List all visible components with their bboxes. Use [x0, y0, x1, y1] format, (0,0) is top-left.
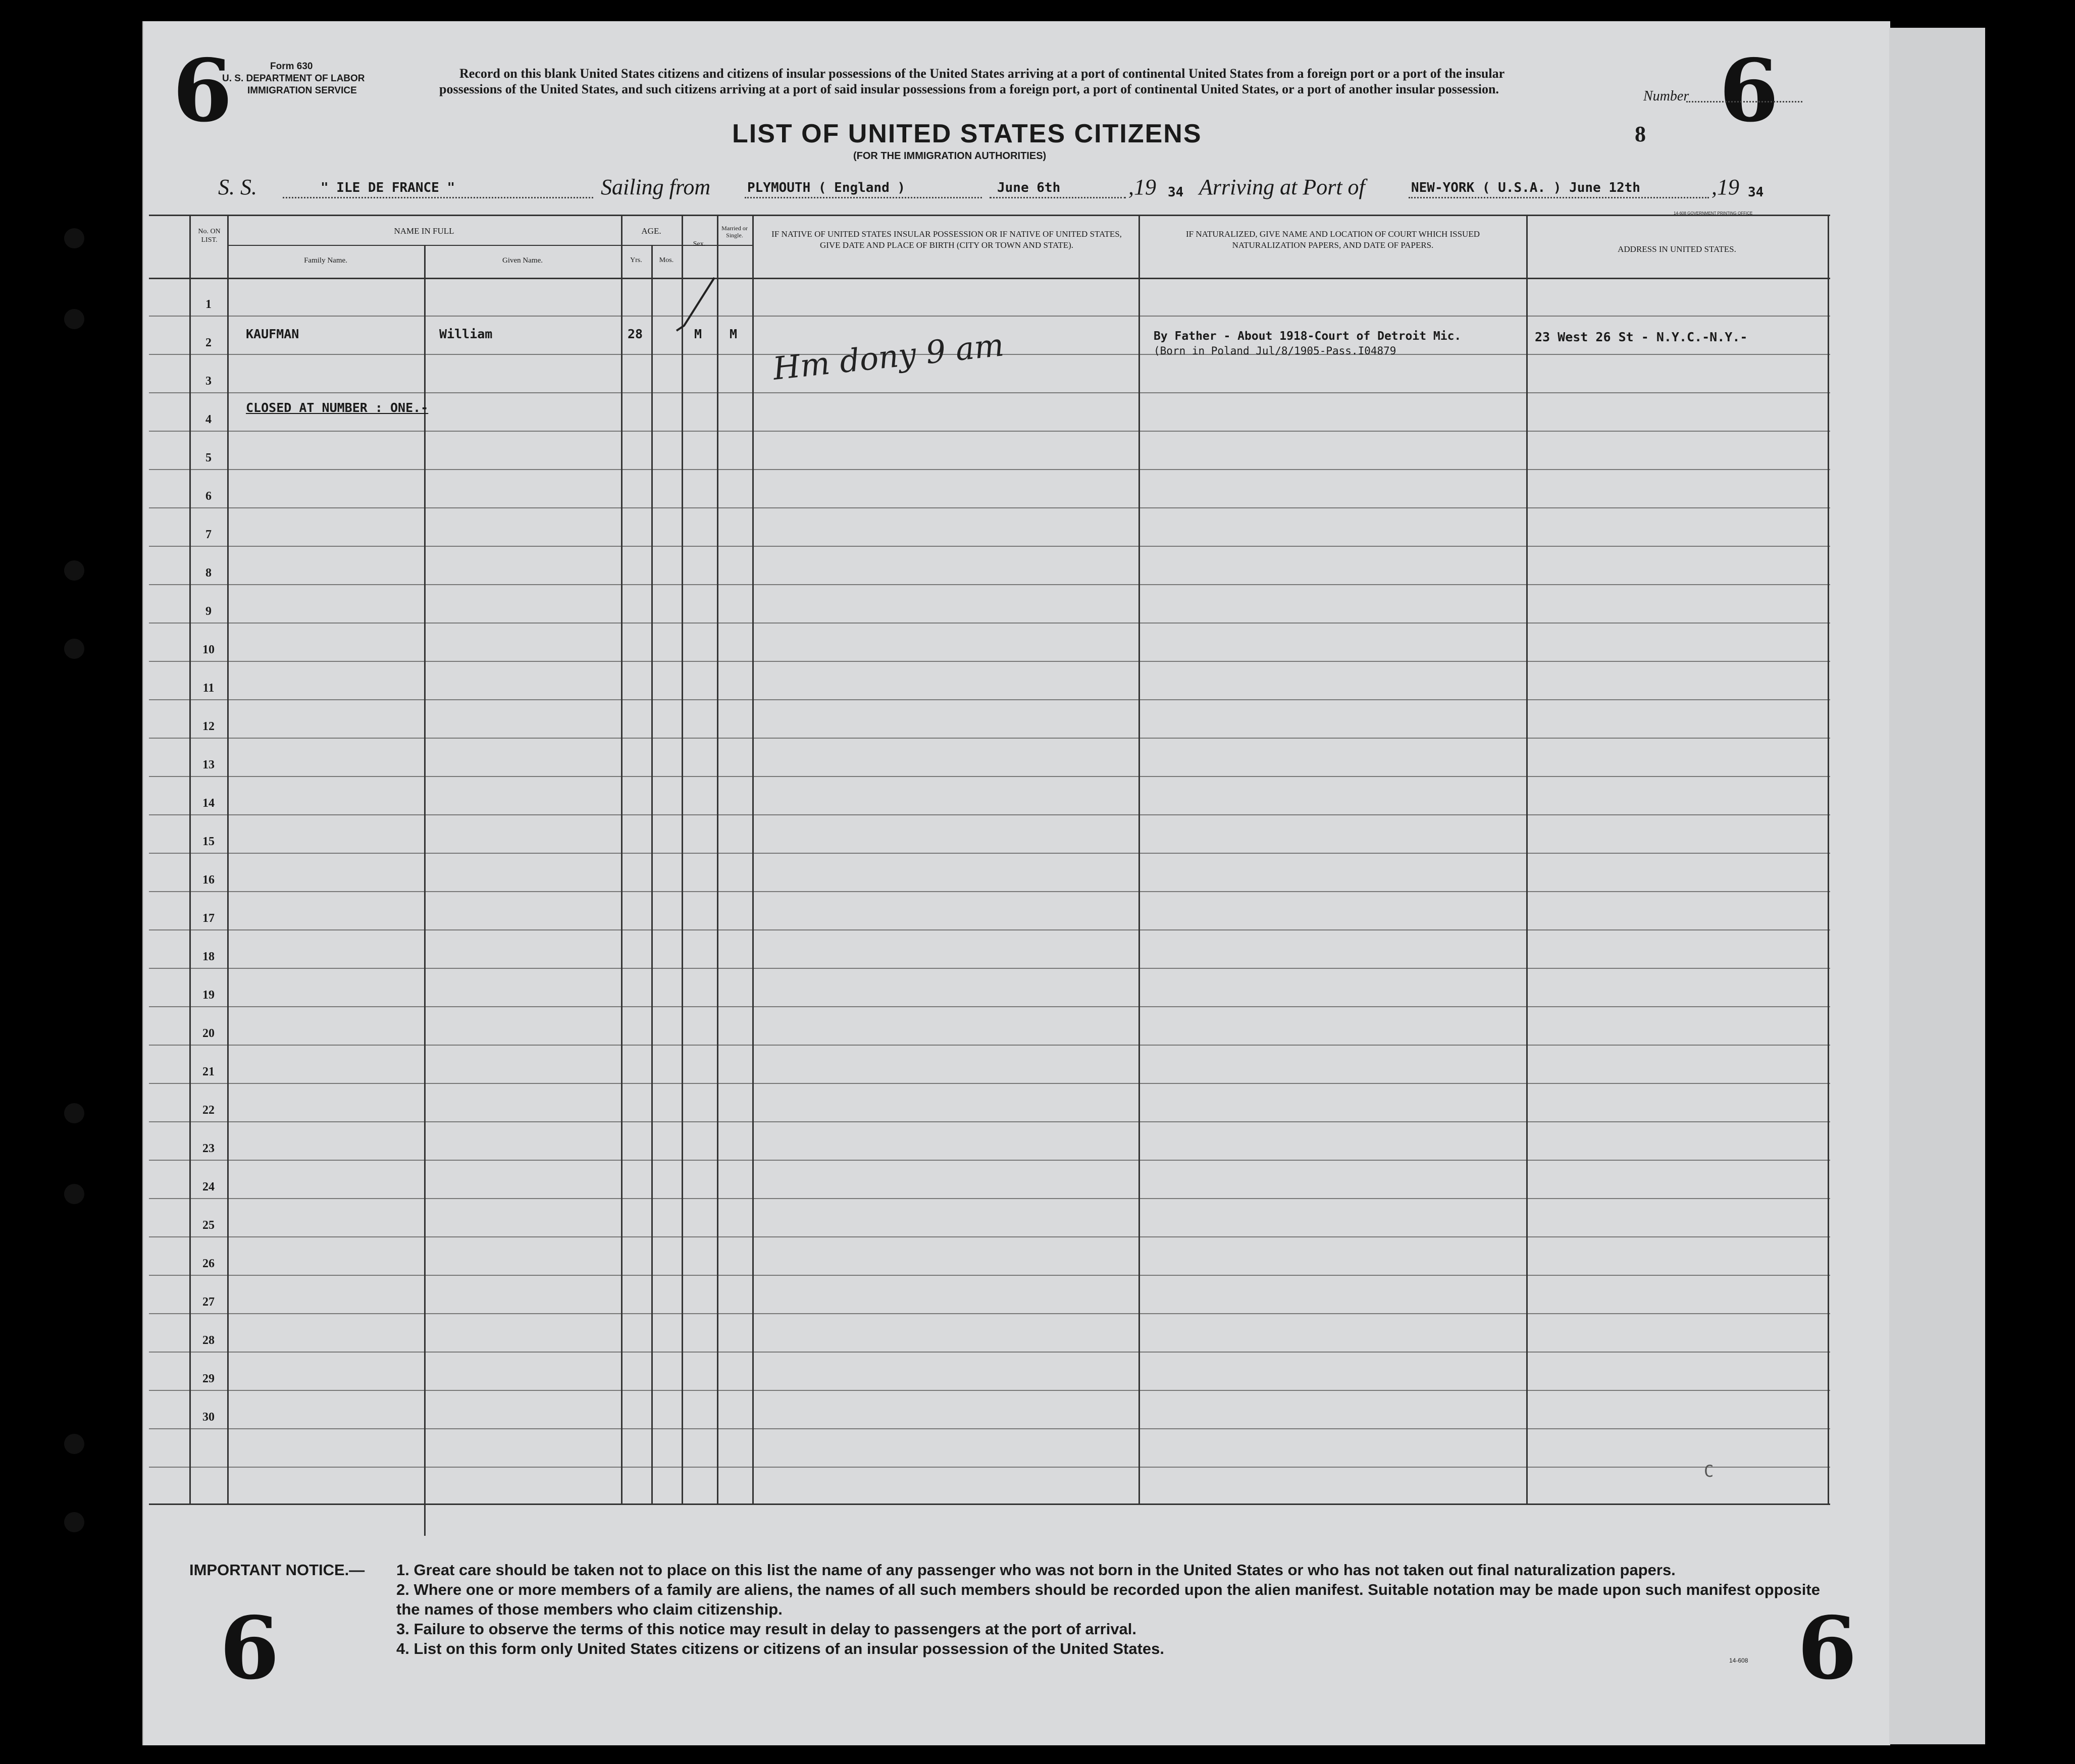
col-rule — [227, 215, 229, 1504]
row-number: 9 — [205, 605, 212, 618]
col-yrs: Yrs. — [630, 256, 642, 264]
row-number: 29 — [202, 1372, 215, 1385]
row-rule — [149, 699, 1830, 700]
row-rule — [149, 738, 1830, 739]
number-line — [1686, 101, 1802, 102]
corner-number-top-right: 6 — [1719, 40, 1779, 141]
row-number: 18 — [202, 950, 215, 963]
row-rule — [149, 1467, 1830, 1468]
col-no-on-list: No. ON LIST. — [198, 228, 221, 244]
row-rule — [149, 1006, 1830, 1007]
form-service: IMMIGRATION SERVICE — [247, 85, 357, 96]
entry-naturalized-line1: By Father - About 1918-Court of Detroit Mic. — [1154, 330, 1462, 343]
page-sequence: 8 — [1635, 122, 1646, 146]
col-name-in-full: NAME IN FULL — [394, 226, 454, 236]
row-number: 10 — [202, 643, 215, 656]
row-rule — [149, 392, 1830, 393]
ship-line — [283, 197, 593, 198]
page-title: LIST OF UNITED STATES CITIZENS — [732, 119, 1202, 148]
header-bottom-rule — [149, 278, 1830, 279]
closed-at-number: CLOSED AT NUMBER : ONE.- — [246, 400, 429, 415]
row-rule — [149, 814, 1830, 815]
arrival-year: 34 — [1748, 185, 1764, 200]
col-family-name: Family Name. — [304, 256, 347, 265]
punch-hole — [64, 309, 84, 329]
form-number: Form 630 — [270, 61, 313, 72]
col-native: IF NATIVE OF UNITED STATES INSULAR POSSESSION OR IF NATIVE OF UNITED STATES, GIVE DATE AND PLACE OF BIRTH (CITY OR TOWN AND STATE). — [771, 229, 1122, 250]
row-number: 30 — [202, 1411, 215, 1424]
corner-number-bottom-left: 6 — [220, 1598, 280, 1699]
row-number: 15 — [202, 835, 215, 848]
arriving-label: Arriving at Port of — [1199, 175, 1365, 199]
row-number: 12 — [202, 720, 215, 733]
entry-family-name: KAUFMAN — [246, 327, 299, 341]
row-number: 2 — [205, 336, 212, 349]
punch-hole — [64, 1434, 84, 1454]
row-rule — [149, 853, 1830, 854]
row-number: 6 — [205, 490, 212, 503]
notice-lead: IMPORTANT NOTICE.— — [189, 1561, 365, 1579]
entry-sex: M — [694, 327, 702, 341]
row-number: 13 — [202, 758, 215, 771]
row-rule — [149, 507, 1830, 508]
row-number: 8 — [205, 566, 212, 580]
row-number: 22 — [202, 1104, 215, 1117]
row-rule — [149, 584, 1830, 585]
col-mos: Mos. — [659, 256, 674, 264]
notice-item: 1. Great care should be taken not to place on this list the name of any passenger who was not born in the United States or who has not taken out final naturalization papers. — [396, 1561, 1676, 1579]
table-top-rule — [149, 215, 1830, 216]
name-rule — [227, 245, 752, 246]
punch-hole — [64, 1103, 84, 1123]
row-rule — [149, 1121, 1830, 1122]
col-sex: Sex. — [693, 240, 706, 248]
printer-note: 14-608 GOVERNMENT PRINTING OFFICE — [1674, 211, 1753, 216]
punch-hole — [64, 1184, 84, 1204]
row-rule — [149, 431, 1830, 432]
row-number: 7 — [205, 528, 212, 541]
ship-name: " ILE DE FRANCE " — [321, 180, 455, 195]
tick-mark — [674, 275, 719, 336]
notice-item: 2. Where one or more members of a family are aliens, the names of all such members should be recorded upon the alien manifest. Suitable notation may be made upon such manifest opposite the names of those members who claim citizenship. — [396, 1581, 1820, 1618]
row-rule — [149, 1390, 1830, 1391]
entry-married: M — [730, 327, 738, 341]
table-bottom-rule — [149, 1503, 1830, 1505]
entry-naturalized-line2: (Born in Poland Jul/8/1905-Pass.I04879 — [1154, 345, 1396, 357]
punch-hole — [64, 560, 84, 581]
row-rule — [149, 469, 1830, 470]
row-rule — [149, 929, 1830, 930]
col-naturalized: IF NATURALIZED, GIVE NAME AND LOCATION OF COURT WHICH ISSUED NATURALIZATION PAPERS, AND DATE OF PAPERS. — [1185, 229, 1480, 250]
sailing-line — [745, 197, 982, 198]
manifest-table — [149, 215, 1830, 1504]
row-rule — [149, 891, 1830, 892]
row-rule — [149, 1160, 1830, 1161]
corner-number-bottom-right: 6 — [1797, 1598, 1857, 1699]
form-department: U. S. DEPARTMENT OF LABOR — [222, 73, 365, 84]
row-number: 5 — [205, 451, 212, 464]
year-prefix: 19 — [1134, 175, 1156, 199]
footer-mark: C — [1704, 1462, 1714, 1481]
row-rule — [149, 622, 1830, 624]
sailing-label: Sailing from — [601, 175, 711, 199]
instruction-text: Record on this blank United States citizens and citizens of insular possessions of the United States arriving at a port of continental United States from a foreign port or a port of the insular possessions of the United States, and such citizens arriving at a port of said insular possessions from a foreign port, a port of continental United States, or a port of another insular possession. — [439, 66, 1505, 96]
row-number: 27 — [202, 1295, 215, 1309]
entry-given-name: William — [439, 327, 493, 341]
arrival-year-prefix: ,19 — [1711, 175, 1739, 199]
row-number: 23 — [202, 1142, 215, 1155]
entry-address: 23 West 26 St - N.Y.C.-N.Y.- — [1535, 330, 1748, 344]
punch-hole — [64, 228, 84, 248]
row-number: 19 — [202, 989, 215, 1002]
col-rule — [189, 215, 191, 1504]
ss-label: S. S. — [218, 175, 257, 199]
col-age: AGE. — [641, 226, 661, 236]
row-rule — [149, 1313, 1830, 1314]
row-rule — [149, 1198, 1830, 1199]
col-rule — [682, 215, 683, 1504]
col-rule — [621, 215, 622, 1504]
row-number: 28 — [202, 1334, 215, 1347]
row-number: 21 — [202, 1065, 215, 1078]
col-rule — [1526, 215, 1528, 1504]
row-rule — [149, 316, 1830, 317]
col-given-name: Given Name. — [502, 256, 543, 265]
row-rule — [149, 776, 1830, 777]
row-number: 16 — [202, 873, 215, 887]
handwritten-note: Hm dony 9 am — [771, 326, 1006, 387]
row-number: 20 — [202, 1027, 215, 1040]
col-rule — [651, 246, 653, 1504]
row-number: 1 — [205, 298, 212, 311]
arrival-port: NEW-YORK ( U.S.A. ) June 12th — [1411, 180, 1640, 195]
row-number: 3 — [205, 375, 212, 388]
row-rule — [149, 1083, 1830, 1084]
sailing-year-prefix: ,19 — [1128, 175, 1156, 199]
row-rule — [149, 661, 1830, 662]
row-rule — [149, 1045, 1830, 1046]
punch-hole — [64, 639, 84, 659]
notice-item: 4. List on this form only United States citizens or citizens of an insular possession of the United States. — [396, 1640, 1164, 1657]
corner-number-top-left: 6 — [173, 40, 233, 141]
row-rule — [149, 1236, 1830, 1237]
date-line — [990, 197, 1126, 198]
row-number: 26 — [202, 1257, 215, 1270]
col-rule — [1138, 215, 1140, 1504]
form-block — [222, 61, 365, 97]
sailing-year: 34 — [1168, 185, 1184, 200]
punch-hole — [64, 1512, 84, 1532]
row-number: 11 — [202, 682, 215, 695]
col-rule — [1828, 215, 1829, 1504]
col-rule — [752, 215, 754, 1504]
notice-form-code: 14-608 — [1729, 1657, 1748, 1664]
row-number: 14 — [202, 797, 215, 810]
col-rule — [424, 246, 426, 1536]
arrival-line — [1409, 197, 1709, 198]
row-number: 17 — [202, 912, 215, 925]
row-rule — [149, 968, 1830, 969]
row-number: 4 — [205, 413, 212, 426]
sailing-from: PLYMOUTH ( England ) — [747, 180, 906, 195]
year-prefix-2: 19 — [1717, 175, 1739, 199]
col-married: Married or Single. — [721, 225, 748, 239]
notice-item: 3. Failure to observe the terms of this notice may result in delay to passengers at the port of arrival. — [396, 1620, 1137, 1638]
row-number: 25 — [202, 1219, 215, 1232]
row-rule — [149, 1428, 1830, 1429]
row-number: 24 — [202, 1180, 215, 1194]
col-rule — [717, 215, 718, 1504]
entry-age-yrs: 28 — [628, 327, 643, 341]
row-rule — [149, 1352, 1830, 1353]
sheet-edge — [1889, 28, 1985, 1744]
number-label: Number — [1643, 88, 1689, 104]
row-rule — [149, 546, 1830, 547]
row-rule — [149, 1275, 1830, 1276]
page-subtitle: (FOR THE IMMIGRATION AUTHORITIES) — [853, 150, 1047, 162]
col-address: ADDRESS IN UNITED STATES. — [1618, 244, 1736, 254]
sailing-date: June 6th — [997, 180, 1061, 195]
